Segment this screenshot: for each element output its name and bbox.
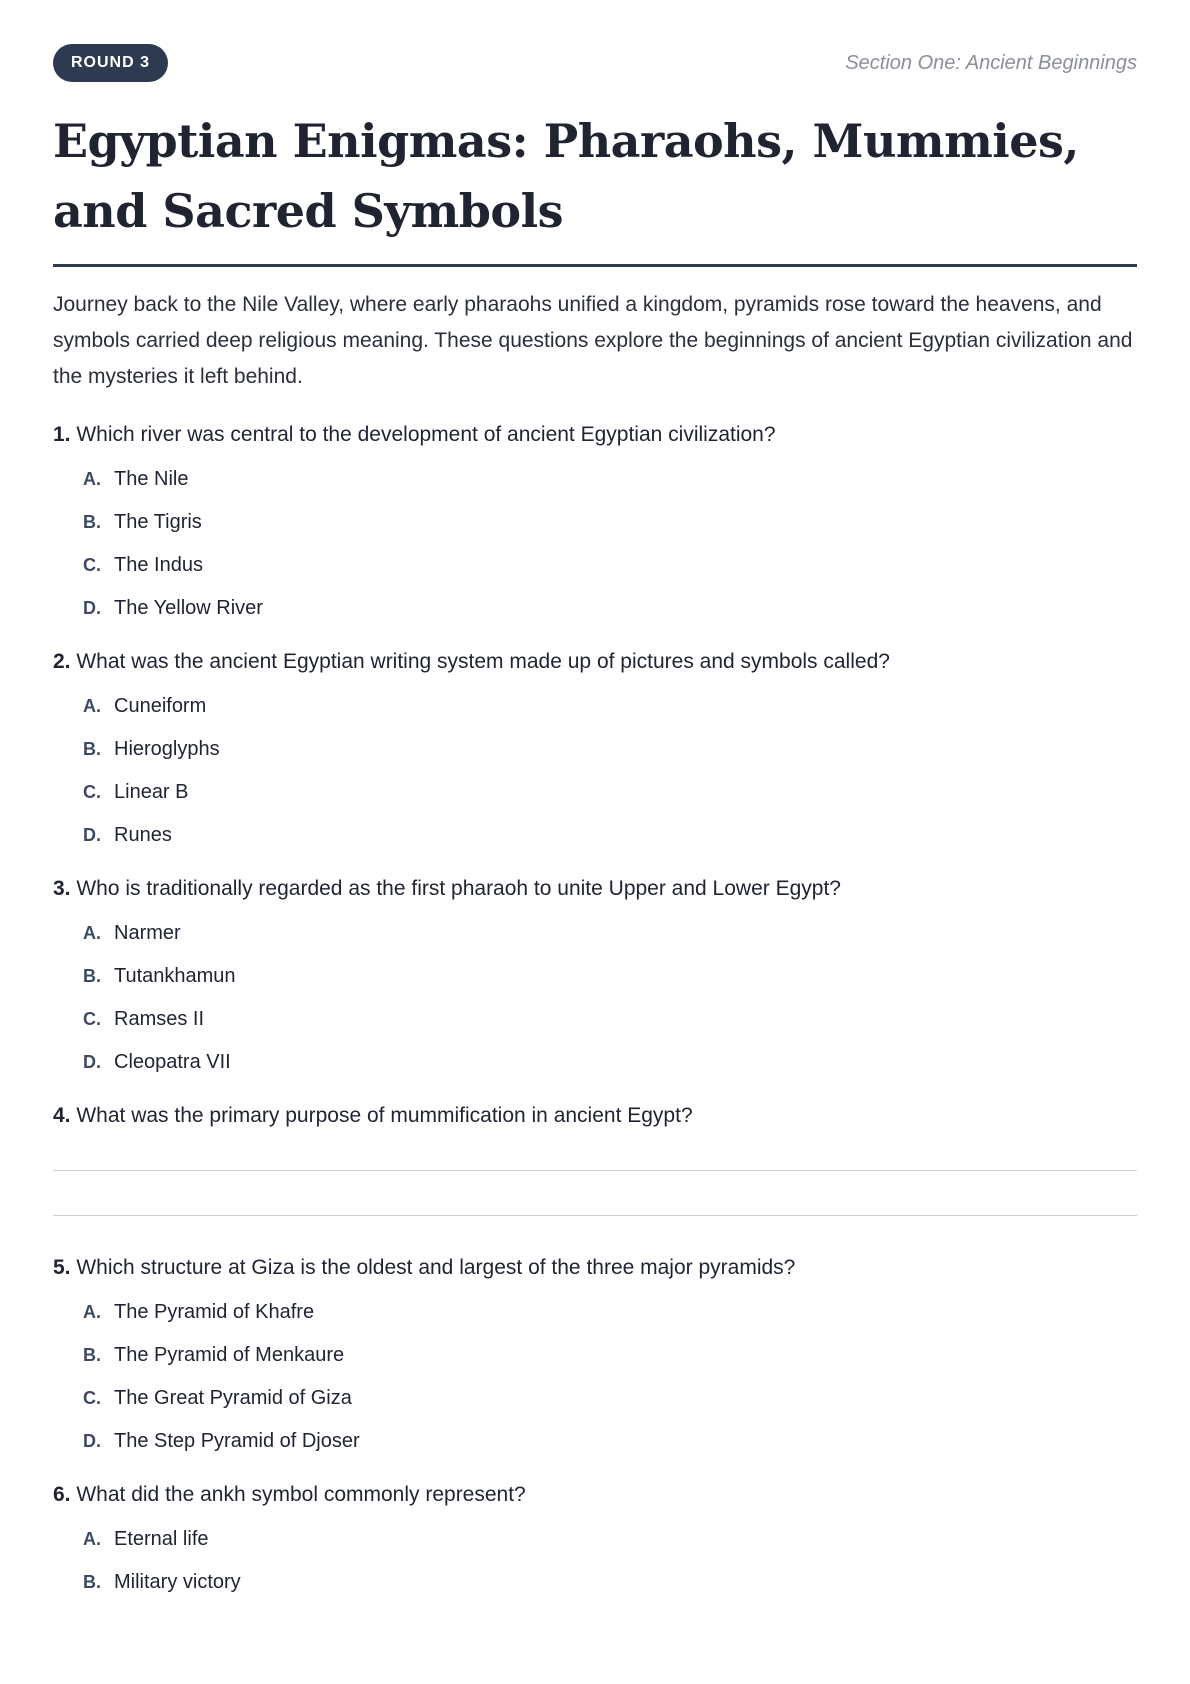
question-prompt: What was the ancient Egyptian writing system made up of pictures and symbols called? xyxy=(76,650,890,673)
option-letter: C. xyxy=(83,555,101,575)
option-b[interactable] xyxy=(83,735,1137,763)
option-letter: B. xyxy=(83,1572,101,1592)
option-c[interactable] xyxy=(83,551,1137,579)
question-number: 4. xyxy=(53,1104,71,1127)
option-c[interactable] xyxy=(83,778,1137,806)
title-divider xyxy=(53,264,1137,267)
option-list xyxy=(53,1525,1137,1596)
option-letter: B. xyxy=(83,512,101,532)
option-c[interactable] xyxy=(83,1005,1137,1033)
section-label: Section One: Ancient Beginnings xyxy=(845,51,1137,74)
question-number: 5. xyxy=(53,1256,71,1279)
option-list xyxy=(53,919,1137,1076)
question-number: 6. xyxy=(53,1483,71,1506)
option-letter: C. xyxy=(83,1388,101,1408)
option-text: Tutankhamun xyxy=(114,965,236,987)
option-letter: D. xyxy=(83,1431,101,1451)
option-letter: D. xyxy=(83,1052,101,1072)
page-title: Egyptian Enigmas: Pharaohs, Mummies, and Sacred Symbols xyxy=(53,114,1079,238)
question-2 xyxy=(53,644,1137,849)
option-letter: C. xyxy=(83,782,101,802)
question-3 xyxy=(53,871,1137,1076)
option-b[interactable] xyxy=(83,1568,1137,1596)
question-4 xyxy=(53,1098,1137,1216)
option-text: Hieroglyphs xyxy=(114,738,220,760)
option-text: Ramses II xyxy=(114,1008,205,1030)
option-a[interactable] xyxy=(83,919,1137,947)
option-letter: A. xyxy=(83,1302,101,1322)
option-text: Military victory xyxy=(114,1571,241,1593)
option-text: Cleopatra VII xyxy=(114,1051,231,1073)
option-text: Runes xyxy=(114,824,172,846)
option-text: The Tigris xyxy=(114,511,202,533)
option-text: The Step Pyramid of Djoser xyxy=(114,1430,360,1452)
option-text: Cuneiform xyxy=(114,695,207,717)
question-prompt: What was the primary purpose of mummification in ancient Egypt? xyxy=(76,1104,693,1127)
page-header xyxy=(53,44,1137,82)
option-text: The Pyramid of Khafre xyxy=(114,1301,315,1323)
question-5 xyxy=(53,1250,1137,1455)
question-text xyxy=(53,644,1137,680)
question-text xyxy=(53,1250,1137,1286)
option-letter: A. xyxy=(83,469,101,489)
question-text xyxy=(53,1098,1137,1134)
option-letter: A. xyxy=(83,1529,101,1549)
question-text xyxy=(53,1477,1137,1513)
question-text xyxy=(53,871,1137,907)
option-text: The Yellow River xyxy=(114,597,263,619)
option-c[interactable] xyxy=(83,1384,1137,1412)
question-prompt: Who is traditionally regarded as the first pharaoh to unite Upper and Lower Egypt? xyxy=(76,877,841,900)
option-b[interactable] xyxy=(83,1341,1137,1369)
option-d[interactable] xyxy=(83,594,1137,622)
option-b[interactable] xyxy=(83,962,1137,990)
question-number: 1. xyxy=(53,423,71,446)
question-number: 2. xyxy=(53,650,71,673)
question-6 xyxy=(53,1477,1137,1596)
option-text: Linear B xyxy=(114,781,189,803)
answer-line[interactable] xyxy=(53,1215,1137,1216)
option-list xyxy=(53,692,1137,849)
option-letter: A. xyxy=(83,923,101,943)
question-prompt: Which river was central to the development of ancient Egyptian civilization? xyxy=(76,423,776,446)
option-text: Narmer xyxy=(114,922,181,944)
question-prompt: What did the ankh symbol commonly represent? xyxy=(76,1483,526,1506)
option-letter: D. xyxy=(83,598,101,618)
option-letter: B. xyxy=(83,739,101,759)
option-b[interactable] xyxy=(83,508,1137,536)
option-d[interactable] xyxy=(83,1427,1137,1455)
question-1 xyxy=(53,417,1137,622)
option-d[interactable] xyxy=(83,1048,1137,1076)
option-text: Eternal life xyxy=(114,1528,209,1550)
answer-lines[interactable] xyxy=(53,1170,1137,1216)
option-text: The Nile xyxy=(114,468,189,490)
option-a[interactable] xyxy=(83,465,1137,493)
option-a[interactable] xyxy=(83,1298,1137,1326)
option-letter: D. xyxy=(83,825,101,845)
option-list xyxy=(53,465,1137,622)
option-a[interactable] xyxy=(83,692,1137,720)
option-text: The Indus xyxy=(114,554,203,576)
intro-paragraph: Journey back to the Nile Valley, where early pharaohs unified a kingdom, pyramids rose toward the heavens, and symbols carried deep religious meaning. These questions explore the beginnings of ancient Egyptian civilization and the mysteries it left behind. xyxy=(53,293,1133,388)
option-letter: B. xyxy=(83,1345,101,1365)
option-text: The Pyramid of Menkaure xyxy=(114,1344,345,1366)
option-letter: B. xyxy=(83,966,101,986)
answer-line[interactable] xyxy=(53,1170,1137,1171)
option-letter: A. xyxy=(83,696,101,716)
question-text xyxy=(53,417,1137,453)
option-letter: C. xyxy=(83,1009,101,1029)
option-text: The Great Pyramid of Giza xyxy=(114,1387,352,1409)
question-number: 3. xyxy=(53,877,71,900)
round-badge: ROUND 3 xyxy=(53,44,168,82)
question-prompt: Which structure at Giza is the oldest and largest of the three major pyramids? xyxy=(76,1256,796,1279)
option-d[interactable] xyxy=(83,821,1137,849)
option-list xyxy=(53,1298,1137,1455)
option-a[interactable] xyxy=(83,1525,1137,1553)
